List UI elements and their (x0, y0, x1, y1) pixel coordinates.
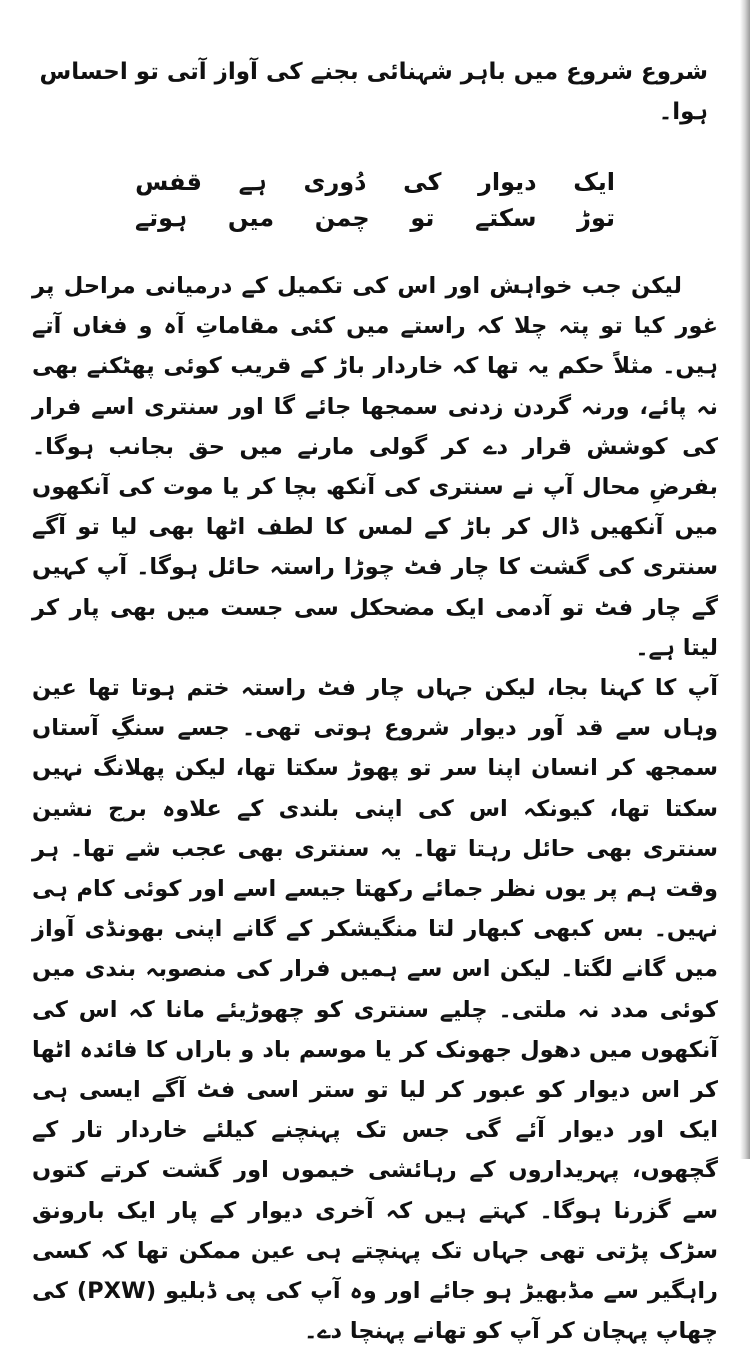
verse-word: دیوار (478, 168, 537, 196)
verse-word: توڑ (577, 204, 615, 232)
paragraph: لیکن جب خواہش اور اس کی تکمیل کے درمیانی مراحل پر غور کیا تو پتہ چلا کہ راستے میں کئی مقاماتِ آہ و فغاں آتے ہیں۔ مثلاً حکم یہ تھا کہ خاردار باڑ کے قریب کوئی پھٹکنے بھی نہ پائے، ورنہ گردن زدنی سمجھا جائے گا اور سنتری اسے فرار کی کوشش قرار دے کر گولی مارنے میں حق بجانب ہوگا۔ بفرضِ محال آپ نے سنتری کی آنکھ بچا کر یا موت کی آنکھوں میں آنکھیں ڈال کر باڑ کے لمس کا لطف اٹھا بھی لیا تو آگے سنتری کی گشت کا چار فٹ چوڑا راستہ حائل ہوگا۔ آپ کہیں گے چار فٹ تو آدمی ایک مضحکل سی جست میں بھی پار کر لیتا ہے۔ (32, 273, 718, 661)
verse-word: ہے (238, 168, 267, 196)
opening-line: شروع شروع میں باہر شہنائی بجنے کی آواز آتی تو احساس ہوا۔ (39, 59, 708, 125)
verse-line-2 (95, 200, 655, 236)
verse-word: تو (410, 204, 435, 232)
verse-word: کی (403, 168, 442, 196)
verse-word: ہوتے (135, 204, 188, 232)
verse-word: قفس (135, 168, 202, 196)
verse-word: سکتے (475, 204, 537, 232)
page-binding-edge (740, 0, 750, 1159)
verse-word: چمن (314, 204, 370, 232)
paragraph: آپ کا کہنا بجا، لیکن جہاں چار فٹ راستہ ختم ہوتا تھا عین وہاں سے قد آور دیوار شروع ہوتی تھی۔ جسے سنگِ آستاں سمجھ کر انسان اپنا سر تو پھوڑ سکتا تھا، لیکن پھلانگ نہیں سکتا تھا، کیونکہ اس کی اپنی بلندی کے علاوہ برج نشین سنتری بھی حائل رہتا تھا۔ یہ سنتری بھی عجب شے تھا۔ ہر وقت ہم پر یوں نظر جمائے رکھتا جیسے اسے اور کوئی کام ہی نہیں۔ بس کبھی کبھار لتا منگیشکر کے گانے اپنی بھونڈی آواز میں گانے لگتا۔ لیکن اس سے ہمیں فرار کی منصوبہ بندی میں کوئی مدد نہ ملتی۔ چلیے سنتری کو چھوڑیئے مانا کہ اس کی آنکھوں میں دھول جھونک کر یا موسم باد و باراں کا فائدہ اٹھا کر اس دیوار کو عبور کر لیا تو ستر اسی فٹ آگے ایسی ہی ایک اور دیوار آئے گی جس تک پہنچنے کیلئے خاردار تار کے گچھوں، پہریداروں کے رہائشی خیموں اور گشت کرتے کتوں سے گزرنا ہوگا۔ کہتے ہیں کہ آخری دیوار کے پار ایک بارونق سڑک پڑتی تھی جہاں تک پہنچتے ہی عین ممکن تھا کہ کسی راہگیر سے مڈبھیڑ ہو جائے اور وہ آپ کی پی ڈبلیو (PXW) کی چھاپ پہچان کر آپ کو تھانے پہنچا دے۔ (32, 675, 718, 1345)
couplet (95, 164, 655, 236)
verse-word: ایک (573, 168, 615, 196)
verse-word: دُوری (303, 168, 367, 196)
verse-word: میں (227, 204, 275, 232)
body-text (28, 266, 722, 1351)
verse-line-1 (95, 164, 655, 200)
